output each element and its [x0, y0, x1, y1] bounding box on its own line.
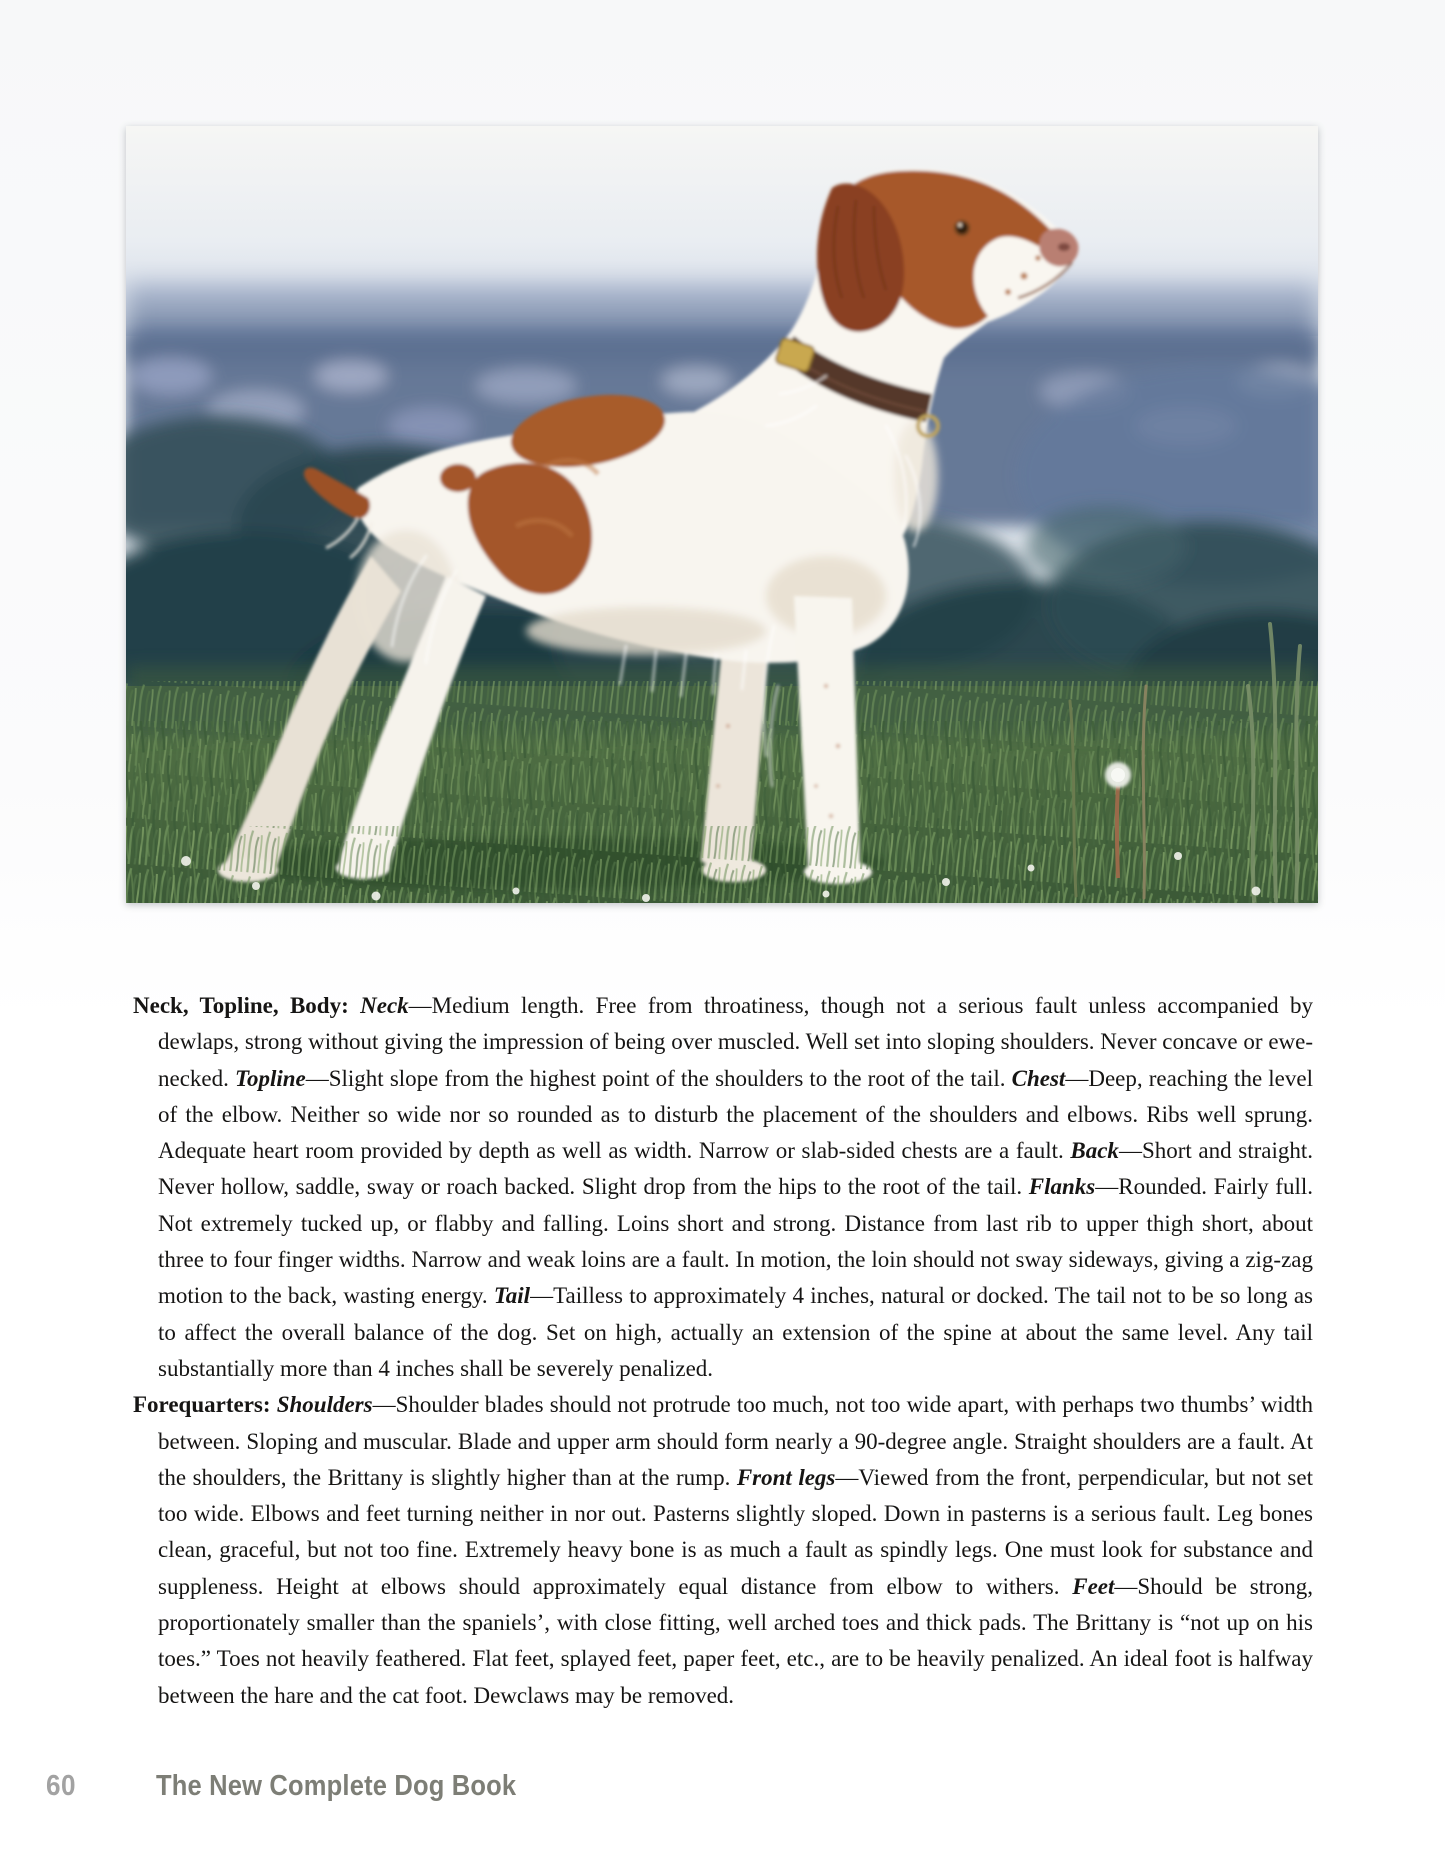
page-footer [0, 1772, 1445, 1812]
foreground-grass [126, 826, 1318, 903]
page-number: 60 [46, 1770, 76, 1802]
standard-paragraph-neck-topline-body: Neck, Topline, Body: Neck—Medium length. Free from throatiness, though not a serious fault unless accompanied by dewlaps, strong without giving the impression of being over muscled. Well set into sloping shoulders. Never concave or ewe-necked. Topline—Slight slope from the highest point of the shoulders to the root of the tail. Chest—Deep, reaching the level of the elbow. Neither so wide nor so rounded as to disturb the placement of the shoulders and elbows. Ribs well sprung. Adequate heart room provided by depth as well as width. Narrow or slab-sided chests are a fault. Back—Short and straight. Never hollow, saddle, sway or roach backed. Slight drop from the hips to the root of the tail. Flanks—Rounded. Fairly full. Not extremely tucked up, or flabby and falling. Loins short and strong. Distance from last rib to upper thigh short, about three to four finger widths. Narrow and weak loins are a fault. In motion, the loin should not sway sideways, giving a zig-zag motion to the back, wasting energy. Tail—Tailless to approximately 4 inches, natural or docked. The tail not to be so long as to affect the overall balance of the dog. Set on high, actually an extension of the spine at about the same level. Any tail substantially more than 4 inches shall be severely penalized. [133, 993, 1313, 1381]
book-title: The New Complete Dog Book [156, 1770, 517, 1802]
brittany-photo [126, 126, 1318, 903]
dog-eye [955, 221, 969, 235]
breed-standard-text [133, 988, 1313, 1714]
brittany-photo-canvas [126, 126, 1318, 903]
standard-paragraph-forequarters: Forequarters: Shoulders—Shoulder blades should not protrude too much, not too wide apart, with perhaps two thumbs’ width between. Sloping and muscular. Blade and upper arm should form nearly a 90-degree angle. Straight shoulders are a fault. At the shoulders, the Brittany is slightly higher than at the rump. Front legs—Viewed from the front, perpendicular, but not set too wide. Elbows and feet turning neither in nor out. Pasterns slightly sloped. Down in pasterns is a serious fault. Leg bones clean, graceful, but not too fine. Extremely heavy bone is as much a fault as spindly legs. One must look for substance and suppleness. Height at elbows should approximately equal distance from elbow to withers. Feet—Should be strong, proportionately smaller than the spaniels’, with close fitting, well arched toes and thick pads. The Brittany is “not up on his toes.” Toes not heavily feathered. Flat feet, splayed feet, paper feet, etc., are to be heavily penalized. An ideal foot is halfway between the hare and the cat foot. Dewclaws may be removed. [133, 1392, 1314, 1708]
